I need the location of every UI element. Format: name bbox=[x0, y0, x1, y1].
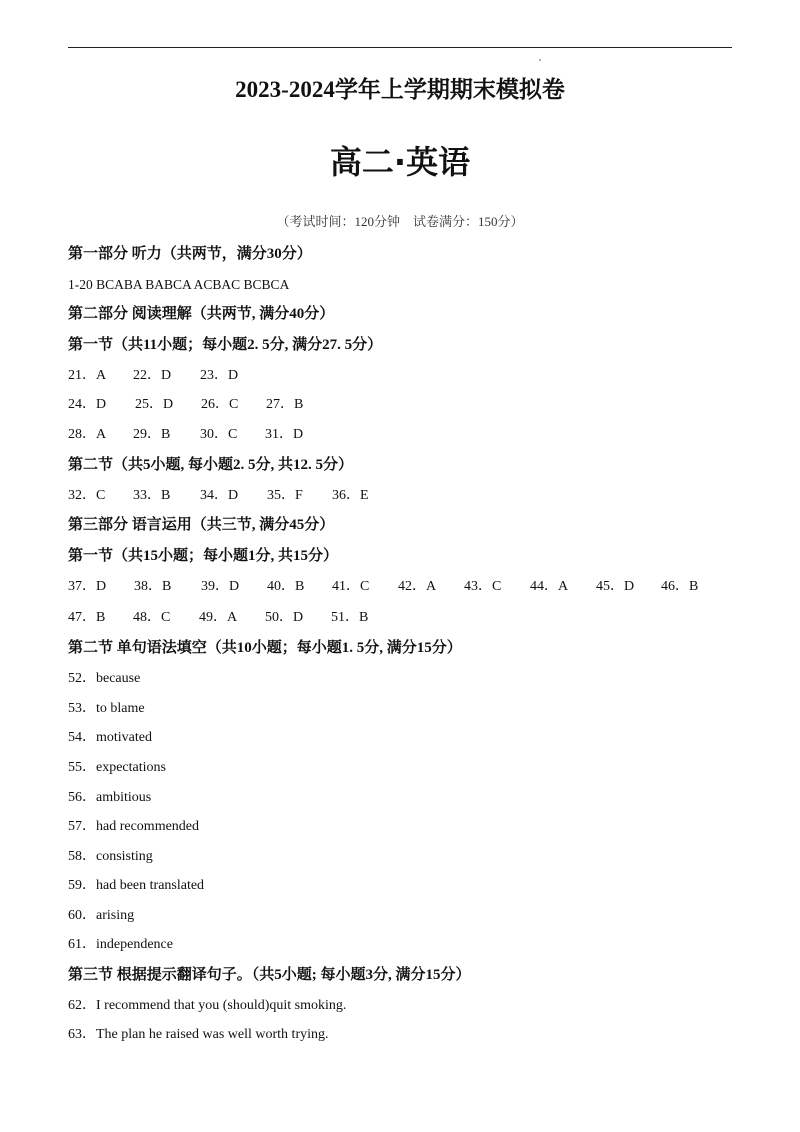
answer-item: 46．B bbox=[661, 579, 699, 594]
part1-heading: 第一部分 听力（共两节，满分30分） bbox=[68, 246, 312, 262]
answer-item: 36．E bbox=[332, 488, 369, 503]
answer-item: 24．D bbox=[68, 397, 107, 412]
speck-mark bbox=[539, 59, 541, 61]
answer-item: 25．D bbox=[135, 397, 174, 412]
fill-answer: 60．arising bbox=[68, 908, 135, 923]
answer-item: 33．B bbox=[133, 488, 171, 503]
part2-section1-heading: 第一节（共11小题；每小题2. 5分, 满分27. 5分） bbox=[68, 337, 383, 353]
answer-item: 42．A bbox=[398, 579, 437, 594]
answer-item: 41．C bbox=[332, 579, 370, 594]
fill-answer: 57．had recommended bbox=[68, 819, 200, 834]
answer-item: 21．A bbox=[68, 368, 107, 383]
answer-item: 27．B bbox=[266, 397, 304, 412]
exam-title: 2023-2024学年上学期期末模拟卷 bbox=[235, 77, 565, 102]
subject-title: 高二·英语 bbox=[329, 143, 471, 181]
answer-item: 26．C bbox=[201, 397, 239, 412]
answer-item: 43．C bbox=[464, 579, 502, 594]
fill-answer: 61．independence bbox=[68, 937, 173, 952]
answer-item: 37．D bbox=[68, 579, 107, 594]
part3-section3-heading: 第三节 根据提示翻译句子。（共5小题; 每小题3分, 满分15分） bbox=[68, 967, 471, 983]
answer-item: 48．C bbox=[133, 610, 171, 625]
answer-item: 31．D bbox=[265, 427, 304, 442]
fill-answer: 53．to blame bbox=[68, 701, 145, 716]
fill-answer: 52．because bbox=[68, 671, 141, 686]
answer-item: 30．C bbox=[200, 427, 238, 442]
translation-answer: 62．I recommend that you (should)quit smoking. bbox=[68, 998, 347, 1013]
fill-answer: 55．expectations bbox=[68, 760, 166, 775]
answer-item: 45．D bbox=[596, 579, 635, 594]
answer-item: 51．B bbox=[331, 610, 369, 625]
answer-item: 32．C bbox=[68, 488, 106, 503]
answer-item: 34．D bbox=[200, 488, 239, 503]
fill-answer: 56．ambitious bbox=[68, 790, 152, 805]
answer-item: 28．A bbox=[68, 427, 107, 442]
fill-answer: 58．consisting bbox=[68, 849, 153, 864]
answer-item: 50．D bbox=[265, 610, 304, 625]
answer-item: 35．F bbox=[267, 488, 303, 503]
part1-answers: 1-20 BCABA BABCA ACBAC BCBCA bbox=[68, 277, 290, 292]
part3-heading: 第三部分 语言运用（共三节, 满分45分） bbox=[68, 517, 335, 533]
answer-item: 23．D bbox=[200, 368, 239, 383]
part3-section2-heading: 第二节 单句语法填空（共10小题；每小题1. 5分, 满分15分） bbox=[68, 640, 462, 656]
answer-item: 47．B bbox=[68, 610, 106, 625]
answer-item: 38．B bbox=[134, 579, 172, 594]
part3-section1-heading: 第一节（共15小题；每小题1分, 共15分） bbox=[68, 548, 339, 564]
answer-item: 29．B bbox=[133, 427, 171, 442]
translation-answer: 63．The plan he raised was well worth trying. bbox=[68, 1027, 329, 1042]
fill-answer: 59．had been translated bbox=[68, 878, 205, 893]
answer-item: 49．A bbox=[199, 610, 238, 625]
fill-answer: 54．motivated bbox=[68, 730, 152, 745]
answer-item: 39．D bbox=[201, 579, 240, 594]
part2-section2-heading: 第二节（共5小题, 每小题2. 5分, 共12. 5分） bbox=[68, 457, 354, 473]
answer-item: 22．D bbox=[133, 368, 172, 383]
header-rule bbox=[68, 47, 732, 48]
answer-item: 44．A bbox=[530, 579, 569, 594]
answer-item: 40．B bbox=[267, 579, 305, 594]
exam-info: （考试时间：120分钟 试卷满分：150分） bbox=[276, 214, 524, 229]
part2-heading: 第二部分 阅读理解（共两节, 满分40分） bbox=[68, 306, 335, 322]
